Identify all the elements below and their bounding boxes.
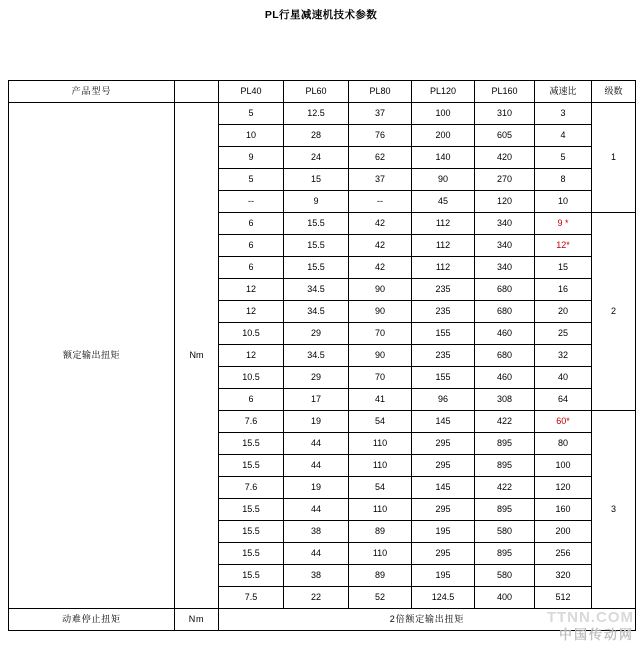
cell-pl80: 90	[349, 345, 412, 367]
cell-pl40: 12	[219, 301, 284, 323]
cell-pl160: 340	[475, 235, 535, 257]
cell-ratio: 25	[535, 323, 592, 345]
row-label-rated-output-torque: 额定输出扭矩	[9, 103, 175, 609]
cell-pl60: 44	[284, 455, 349, 477]
cell-pl40: 7.5	[219, 587, 284, 609]
cell-pl60: 24	[284, 147, 349, 169]
header-column-pl120: PL120	[412, 81, 475, 103]
cell-pl60: 9	[284, 191, 349, 213]
cell-pl120: 145	[412, 477, 475, 499]
cell-pl120: 112	[412, 213, 475, 235]
cell-pl60: 44	[284, 543, 349, 565]
cell-pl60: 34.5	[284, 345, 349, 367]
cell-pl160: 895	[475, 455, 535, 477]
cell-pl80: 90	[349, 279, 412, 301]
cell-pl60: 17	[284, 389, 349, 411]
cell-pl60: 38	[284, 565, 349, 587]
cell-pl80: 110	[349, 543, 412, 565]
cell-pl120: 235	[412, 279, 475, 301]
cell-pl60: 15.5	[284, 257, 349, 279]
cell-pl40: 10.5	[219, 323, 284, 345]
cell-pl80: 110	[349, 455, 412, 477]
cell-pl60: 15	[284, 169, 349, 191]
footer-value: 2倍额定输出扭矩	[219, 609, 636, 631]
cell-ratio: 64	[535, 389, 592, 411]
cell-pl40: 15.5	[219, 455, 284, 477]
cell-pl120: 195	[412, 521, 475, 543]
cell-pl160: 580	[475, 565, 535, 587]
cell-ratio: 100	[535, 455, 592, 477]
cell-pl40: 6	[219, 257, 284, 279]
cell-pl160: 340	[475, 213, 535, 235]
cell-pl160: 460	[475, 367, 535, 389]
cell-ratio: 60*	[535, 411, 592, 433]
cell-pl40: 12	[219, 279, 284, 301]
cell-pl80: 54	[349, 411, 412, 433]
cell-pl160: 680	[475, 301, 535, 323]
table-header-row	[9, 81, 636, 103]
cell-pl80: --	[349, 191, 412, 213]
cell-pl80: 62	[349, 147, 412, 169]
cell-pl40: 6	[219, 213, 284, 235]
cell-ratio: 80	[535, 433, 592, 455]
cell-pl160: 605	[475, 125, 535, 147]
cell-ratio: 160	[535, 499, 592, 521]
cell-pl60: 28	[284, 125, 349, 147]
cell-pl160: 120	[475, 191, 535, 213]
cell-pl120: 100	[412, 103, 475, 125]
cell-pl60: 22	[284, 587, 349, 609]
cell-pl120: 124.5	[412, 587, 475, 609]
cell-pl80: 54	[349, 477, 412, 499]
cell-pl60: 44	[284, 433, 349, 455]
cell-ratio: 256	[535, 543, 592, 565]
cell-pl80: 110	[349, 499, 412, 521]
cell-pl40: 15.5	[219, 499, 284, 521]
cell-pl160: 895	[475, 543, 535, 565]
footer-label-emergency-stop-torque: 动难停止扭矩	[9, 609, 175, 631]
cell-ratio: 16	[535, 279, 592, 301]
cell-pl120: 90	[412, 169, 475, 191]
cell-pl60: 15.5	[284, 235, 349, 257]
cell-pl120: 155	[412, 323, 475, 345]
cell-pl120: 195	[412, 565, 475, 587]
cell-pl80: 42	[349, 213, 412, 235]
cell-stage-1: 1	[592, 103, 636, 213]
cell-pl80: 89	[349, 565, 412, 587]
cell-pl80: 70	[349, 323, 412, 345]
cell-pl160: 460	[475, 323, 535, 345]
cell-pl80: 41	[349, 389, 412, 411]
cell-pl40: 7.6	[219, 411, 284, 433]
cell-pl80: 42	[349, 257, 412, 279]
cell-pl80: 90	[349, 301, 412, 323]
cell-pl160: 680	[475, 279, 535, 301]
header-product-model: 产品型号	[9, 81, 175, 103]
cell-pl120: 45	[412, 191, 475, 213]
cell-pl120: 235	[412, 301, 475, 323]
header-ratio: 减速比	[535, 81, 592, 103]
header-stage: 级数	[592, 81, 636, 103]
cell-pl160: 340	[475, 257, 535, 279]
spec-table	[8, 80, 636, 631]
header-column-pl80: PL80	[349, 81, 412, 103]
cell-pl60: 34.5	[284, 279, 349, 301]
cell-pl40: 7.6	[219, 477, 284, 499]
page-title: PL行星减速机技术参数	[264, 9, 378, 21]
cell-ratio: 3	[535, 103, 592, 125]
cell-ratio: 32	[535, 345, 592, 367]
cell-pl40: 15.5	[219, 521, 284, 543]
cell-pl40: 5	[219, 169, 284, 191]
cell-pl80: 70	[349, 367, 412, 389]
cell-pl40: 15.5	[219, 565, 284, 587]
cell-pl160: 895	[475, 499, 535, 521]
cell-pl120: 145	[412, 411, 475, 433]
cell-pl60: 29	[284, 367, 349, 389]
header-unit	[175, 81, 219, 103]
cell-pl120: 200	[412, 125, 475, 147]
cell-ratio: 40	[535, 367, 592, 389]
cell-ratio: 5	[535, 147, 592, 169]
cell-ratio: 4	[535, 125, 592, 147]
cell-pl40: 15.5	[219, 433, 284, 455]
cell-pl40: 6	[219, 235, 284, 257]
cell-pl80: 42	[349, 235, 412, 257]
cell-pl160: 310	[475, 103, 535, 125]
cell-pl160: 422	[475, 411, 535, 433]
cell-pl160: 580	[475, 521, 535, 543]
cell-pl80: 37	[349, 103, 412, 125]
cell-pl120: 295	[412, 543, 475, 565]
cell-pl120: 96	[412, 389, 475, 411]
cell-pl120: 155	[412, 367, 475, 389]
cell-pl80: 52	[349, 587, 412, 609]
cell-pl120: 140	[412, 147, 475, 169]
cell-pl160: 308	[475, 389, 535, 411]
cell-ratio: 9 *	[535, 213, 592, 235]
cell-pl40: 12	[219, 345, 284, 367]
cell-pl120: 295	[412, 433, 475, 455]
cell-pl160: 895	[475, 433, 535, 455]
cell-pl160: 422	[475, 477, 535, 499]
watermark-line-1: TTNN.COM	[546, 609, 634, 626]
cell-pl40: 5	[219, 103, 284, 125]
cell-pl40: 15.5	[219, 543, 284, 565]
cell-pl160: 400	[475, 587, 535, 609]
cell-pl80: 110	[349, 433, 412, 455]
cell-pl80: 37	[349, 169, 412, 191]
header-column-pl40: PL40	[219, 81, 284, 103]
header-column-pl60: PL60	[284, 81, 349, 103]
table-row	[9, 103, 636, 125]
cell-pl60: 15.5	[284, 213, 349, 235]
cell-pl120: 112	[412, 257, 475, 279]
cell-ratio: 512	[535, 587, 592, 609]
cell-pl120: 235	[412, 345, 475, 367]
spec-table-container	[8, 80, 635, 631]
table-footer-row	[9, 609, 636, 631]
cell-ratio: 12*	[535, 235, 592, 257]
cell-pl40: 6	[219, 389, 284, 411]
cell-pl40: 10	[219, 125, 284, 147]
cell-pl60: 12.5	[284, 103, 349, 125]
cell-ratio: 15	[535, 257, 592, 279]
cell-pl120: 112	[412, 235, 475, 257]
cell-pl60: 38	[284, 521, 349, 543]
cell-pl40: --	[219, 191, 284, 213]
cell-pl160: 420	[475, 147, 535, 169]
cell-ratio: 10	[535, 191, 592, 213]
cell-pl60: 34.5	[284, 301, 349, 323]
cell-pl60: 19	[284, 477, 349, 499]
row-unit: Nm	[175, 103, 219, 609]
cell-ratio: 120	[535, 477, 592, 499]
cell-pl80: 89	[349, 521, 412, 543]
footer-unit: Nm	[175, 609, 219, 631]
cell-pl60: 29	[284, 323, 349, 345]
cell-ratio: 320	[535, 565, 592, 587]
cell-ratio: 200	[535, 521, 592, 543]
watermark-line-2: 中国传动网	[558, 627, 634, 642]
cell-ratio: 20	[535, 301, 592, 323]
cell-stage-3: 3	[592, 411, 636, 609]
cell-pl40: 9	[219, 147, 284, 169]
cell-pl60: 44	[284, 499, 349, 521]
cell-pl160: 680	[475, 345, 535, 367]
cell-pl120: 295	[412, 455, 475, 477]
cell-pl160: 270	[475, 169, 535, 191]
cell-ratio: 8	[535, 169, 592, 191]
cell-pl60: 19	[284, 411, 349, 433]
header-column-pl160: PL160	[475, 81, 535, 103]
cell-stage-2: 2	[592, 213, 636, 411]
cell-pl80: 76	[349, 125, 412, 147]
cell-pl40: 10.5	[219, 367, 284, 389]
cell-pl120: 295	[412, 499, 475, 521]
